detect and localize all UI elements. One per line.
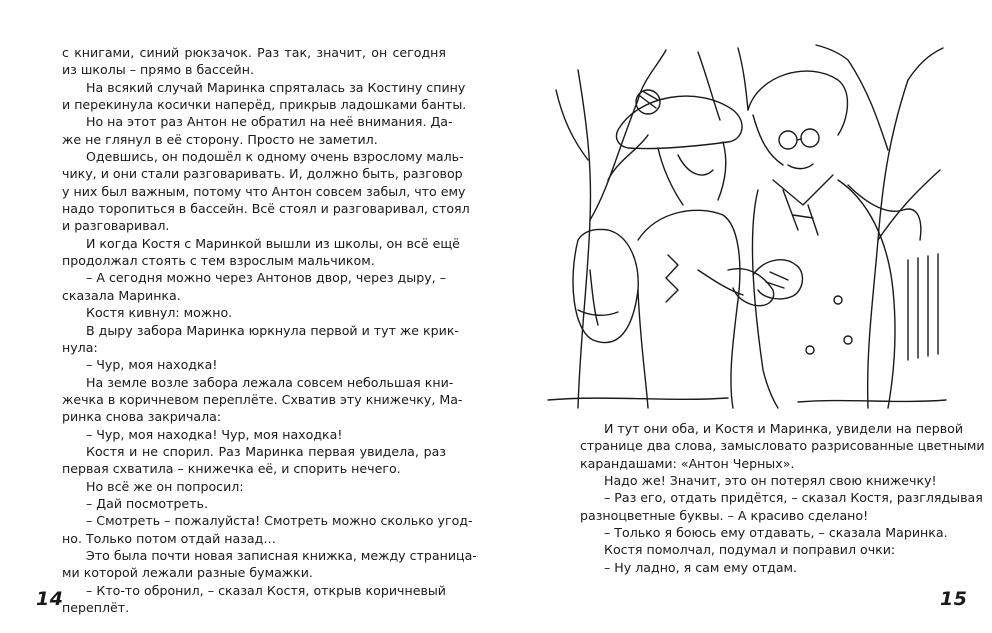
page-number-left: 14	[36, 588, 64, 610]
right-page-text	[580, 420, 985, 576]
text-line: карандашами: «Антон Черных».	[580, 455, 795, 471]
text-line: продолжал стоять с тем взрослым мальчиком.	[62, 253, 375, 269]
text-line: – Дай посмотреть.	[86, 495, 208, 511]
text-line: же не глянул в её сторону. Просто не заметил.	[62, 131, 378, 147]
text-line: с книгами, синий рюкзачок. Раз так, значит, он сегодня	[62, 45, 446, 60]
text-line: И когда Костя с Маринкой вышли из школы, он всё ещё	[86, 235, 460, 251]
text-line: – Чур, моя находка!	[86, 357, 218, 373]
text-line: – Смотреть – пожалуйста! Смотреть можно сколько угод-	[86, 513, 473, 529]
text-line: – Ну ладно, я сам ему отдам.	[604, 559, 798, 575]
text-line: Костя помолчал, подумал и поправил очки:	[604, 542, 896, 558]
text-line: и разговаривал.	[62, 218, 170, 234]
text-line: – Раз его, отдать придётся, – сказал Костя, разглядывая	[604, 490, 983, 506]
text-line: но. Только потом отдай назад…	[62, 530, 276, 546]
illustration-drawing	[548, 40, 946, 410]
text-line: – А сегодня можно через Антонов двор, через дыру, –	[86, 270, 446, 286]
text-line: переплёт.	[62, 600, 130, 615]
text-line: ми которой лежали разные бумажки.	[62, 565, 313, 581]
text-line: сказала Маринка.	[62, 287, 181, 303]
text-line: из школы – прямо в бассейн.	[62, 62, 254, 78]
text-line: нула:	[62, 339, 98, 355]
text-line: надо торопиться в бассейн. Всё стоял и разговаривал, стоял	[62, 201, 470, 217]
text-line: жечка в коричневом переплёте. Схватив эту книжечку, Ма-	[62, 391, 463, 407]
text-line: странице два слова, замысловато разрисованные цветными	[580, 438, 985, 454]
text-line: На земле возле забора лежала совсем небольшая кни-	[86, 374, 454, 390]
text-line: Костя и не спорил. Раз Маринка первая увидела, раз	[86, 443, 446, 459]
text-line: разноцветные буквы. – А красиво сделано!	[580, 507, 869, 523]
text-line: – Чур, моя находка! Чур, моя находка!	[86, 426, 343, 442]
text-line: И тут они оба, и Костя и Маринка, увидели на первой	[604, 421, 964, 436]
text-line: ринка снова закричала:	[62, 409, 222, 425]
text-line: В дыру забора Маринка юркнула первой и тут же крик-	[86, 322, 459, 338]
text-line: Одевшись, он подошёл к одному очень взрослому маль-	[86, 149, 464, 165]
text-line: – Только я боюсь ему отдавать, – сказала Маринка.	[604, 525, 948, 541]
text-line: первая схватила – книжечка её, и спорить нечего.	[62, 461, 401, 477]
text-line: и перекинула косички наперёд, прикрыв ладошками банты.	[62, 97, 467, 113]
text-line: чику, и они стали разговаривать. И, должно быть, разговор	[62, 166, 463, 182]
text-line: – Кто-то обронил, – сказал Костя, открыв коричневый	[86, 582, 446, 598]
page-number-right: 15	[940, 588, 968, 610]
text-line: Но всё же он попросил:	[86, 478, 244, 494]
text-line: Надо же! Значит, это он потерял свою книжечку!	[604, 473, 937, 489]
text-line: На всякий случай Маринка спряталась за Костину спину	[86, 79, 466, 95]
left-page-text	[62, 44, 477, 616]
text-line: Но на этот раз Антон не обратил на неё внимания. Да-	[86, 114, 453, 130]
text-line: Костя кивнул: можно.	[86, 305, 233, 321]
text-line: у них был важным, потому что Антон совсем забыл, что ему	[62, 183, 466, 199]
illustration	[548, 40, 946, 410]
text-line: Это была почти новая записная книжка, между страница-	[86, 547, 477, 563]
